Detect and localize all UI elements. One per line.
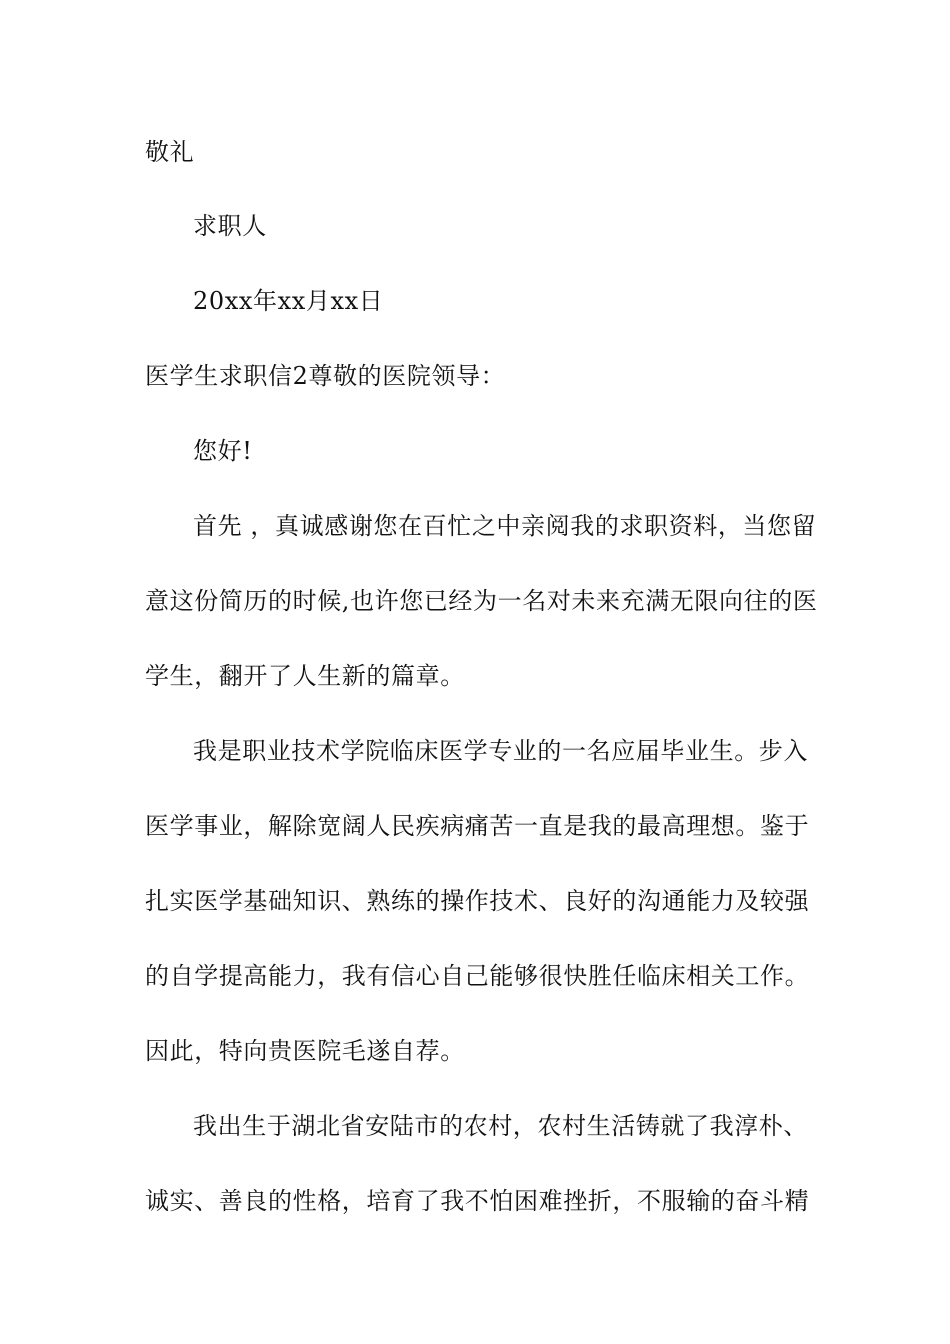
paragraph-line: 扎实医学基础知识、熟练的操作技术、良好的沟通能力及较强 — [145, 887, 810, 915]
paragraph-line: 我出生于湖北省安陆市的农村，农村生活铸就了我淳朴、 — [193, 1112, 808, 1140]
paragraph-line: 学生，翻开了人生新的篇章。 — [145, 662, 465, 690]
letter-heading-greeting: 医学生求职信2尊敬的医院领导： — [145, 362, 506, 390]
paragraph-line: 的自学提高能力，我有信心自己能够很快胜任临床相关工作。 — [145, 962, 810, 990]
greeting-line: 您好! — [193, 437, 253, 465]
paragraph-line: 医学事业，解除宽阔人民疾病痛苦一直是我的最高理想。鉴于 — [145, 812, 810, 840]
signature-label: 求职人 — [193, 212, 267, 240]
paragraph-line: 因此，特向贵医院毛遂自荐。 — [145, 1037, 465, 1065]
paragraph-line: 诚实、善良的性格，培育了我不怕困难挫折，不服输的奋斗精 — [145, 1187, 810, 1215]
paragraph-line: 首先 ，真诚感谢您在百忙之中亲阅我的求职资料，当您留 — [193, 512, 817, 540]
closing-salutation: 敬礼 — [145, 138, 195, 166]
paragraph-line: 意这份简历的时候,也许您已经为一名对未来充满无限向往的医 — [145, 587, 818, 615]
letter-date: 20xx年xx月xx日 — [193, 287, 384, 315]
paragraph-line: 我是职业技术学院临床医学专业的一名应届毕业生。步入 — [193, 737, 808, 765]
